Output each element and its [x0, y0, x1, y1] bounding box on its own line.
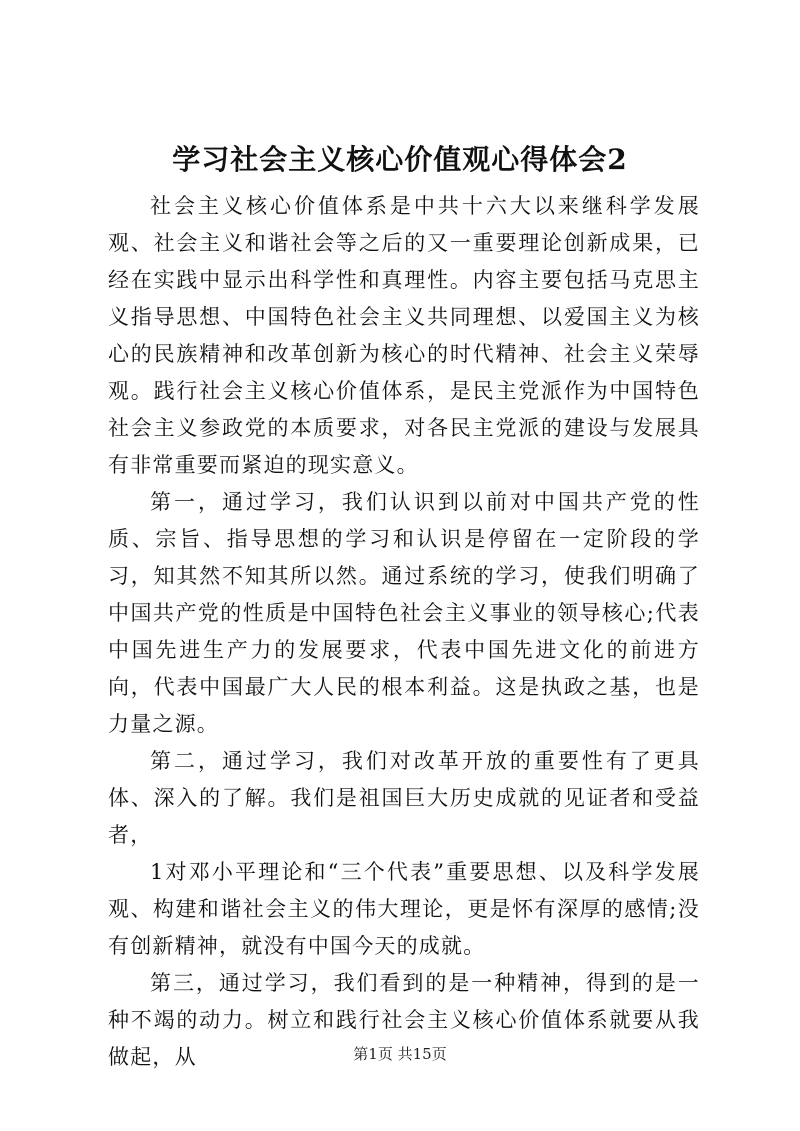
document-body	[108, 188, 700, 1076]
paragraph-third: 第三，通过学习，我们看到的是一种精神，得到的是一种不竭的动力。树立和践行社会主义核心价值体系就要从我做起，从	[108, 971, 700, 1069]
document-title: 学习社会主义核心价值观心得体会2	[172, 143, 628, 176]
paragraph-first: 第一，通过学习，我们认识到以前对中国共产党的性质、宗旨、指导思想的学习和认识是停留在一定阶段的学习，知其然不知其所以然。通过系统的学习，使我们明确了中国共产党的性质是中国特色社会主义事业的领导核心;代表中国先进生产力的发展要求，代表中国先进文化的前进方向，代表中国最广大人民的根本利益。这是执政之基，也是力量之源。	[108, 490, 700, 736]
paragraph-continued: 1对邓小平理论和“三个代表”重要思想、以及科学发展观、构建和谐社会主义的伟大理论，更是怀有深厚的感情;没有创新精神，就没有中国今天的成就。	[108, 860, 700, 958]
paragraph-intro: 社会主义核心价值体系是中共十六大以来继科学发展观、社会主义和谐社会等之后的又一重要理论创新成果，已经在实践中显示出科学性和真理性。内容主要包括马克思主义指导思想、中国特色社会主义共同理想、以爱国主义为核心的民族精神和改革创新为核心的时代精神、社会主义荣辱观。践行社会主义核心价值体系，是民主党派作为中国特色社会主义参政党的本质要求，对各民主党派的建设与发展具有非常重要而紧迫的现实意义。	[108, 194, 700, 477]
paragraph-second: 第二，通过学习，我们对改革开放的重要性有了更具体、深入的了解。我们是祖国巨大历史成就的见证者和受益者，	[108, 749, 700, 847]
page-number-footer: 第1页 共15页	[353, 1045, 447, 1063]
